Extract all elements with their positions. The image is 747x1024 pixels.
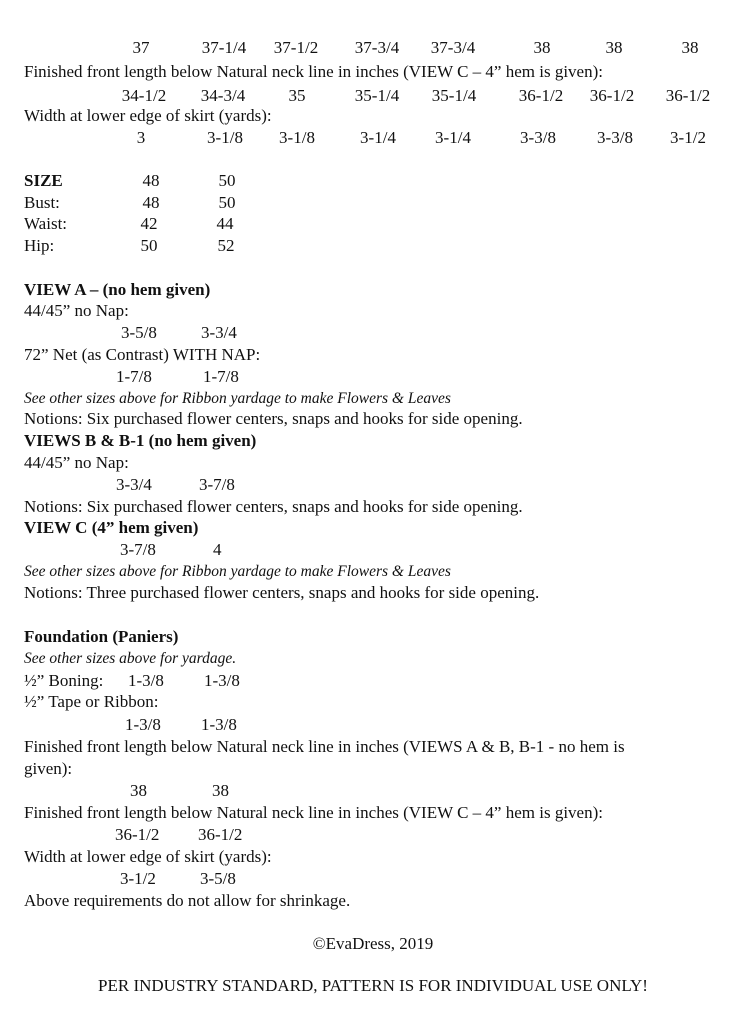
waist-label: Waist:: [24, 214, 68, 233]
fabric-label: 44/45” no Nap:: [24, 301, 129, 320]
bust-label: Bust:: [24, 193, 60, 212]
fabric-label: 72” Net (as Contrast) WITH NAP:: [24, 345, 261, 364]
value-cell: 3: [136, 128, 146, 147]
value-cell: 34-1/2: [121, 86, 167, 105]
notions-text: Notions: Six purchased flower centers, snaps and hooks for side opening.: [24, 497, 523, 516]
width-label: Width at lower edge of skirt (yards):: [24, 106, 272, 125]
value-cell: 3-3/8: [597, 128, 633, 147]
notions-text: Notions: Six purchased flower centers, snaps and hooks for side opening.: [24, 409, 523, 428]
value-cell: 37-3/4: [354, 38, 400, 57]
length-view-c-label: Finished front length below Natural neck line in inches (VIEW C – 4” hem is given):: [24, 62, 603, 81]
length-ab-label: Finished front length below Natural neck line in inches (VIEWS A & B, B-1 - no hem is: [24, 737, 625, 756]
waist-value: 42: [140, 214, 158, 233]
foundation-heading: Foundation (Paniers): [24, 627, 179, 646]
ribbon-note: See other sizes above for Ribbon yardage to make Flowers & Leaves: [24, 390, 451, 407]
fabric-value: 3-7/8: [199, 475, 235, 494]
value-cell: 35-1/4: [354, 86, 400, 105]
boning-value: 1-3/8: [128, 671, 164, 690]
tape-value: 1-3/8: [201, 715, 237, 734]
size-header: SIZE: [24, 171, 63, 190]
foundation-note: See other sizes above for yardage.: [24, 650, 237, 667]
view-a-heading: VIEW A – (no hem given): [24, 280, 211, 299]
value-cell: 35: [288, 86, 306, 105]
fabric-value: 3-5/8: [121, 323, 157, 342]
usage-notice: PER INDUSTRY STANDARD, PATTERN IS FOR INDIVIDUAL USE ONLY!: [98, 976, 648, 995]
value-cell: 37-1/2: [273, 38, 319, 57]
length-ab-value: 38: [130, 781, 147, 800]
hip-value: 52: [217, 236, 235, 255]
fabric-value: 1-7/8: [203, 367, 239, 386]
length-c-label: Finished front length below Natural neck line in inches (VIEW C – 4” hem is given):: [24, 803, 603, 822]
fabric-value: 3-7/8: [120, 540, 156, 559]
hip-value: 50: [140, 236, 158, 255]
fabric-label: 44/45” no Nap:: [24, 453, 129, 472]
size-value: 50: [218, 171, 236, 190]
value-cell: 36-1/2: [665, 86, 711, 105]
value-cell: 3-1/8: [279, 128, 315, 147]
fabric-value: 3-3/4: [116, 475, 152, 494]
value-cell: 37-3/4: [430, 38, 476, 57]
value-cell: 3-1/4: [360, 128, 396, 147]
value-cell: 3-1/2: [670, 128, 706, 147]
bust-value: 50: [218, 193, 236, 212]
value-cell: 38: [605, 38, 623, 57]
boning-label: ½” Boning:: [24, 671, 104, 690]
length-c-value: 36-1/2: [115, 825, 160, 844]
value-cell: 3-3/8: [520, 128, 556, 147]
hip-label: Hip:: [24, 236, 55, 255]
copyright: ©EvaDress, 2019: [312, 934, 434, 953]
size-value: 48: [142, 171, 160, 190]
tape-label: ½” Tape or Ribbon:: [24, 692, 159, 711]
value-cell: 3-1/4: [435, 128, 471, 147]
value-cell: 38: [681, 38, 699, 57]
fabric-value: 3-3/4: [201, 323, 237, 342]
fabric-value: 4: [213, 540, 222, 559]
value-cell: 35-1/4: [431, 86, 477, 105]
value-cell: 37: [132, 38, 150, 57]
boning-value: 1-3/8: [204, 671, 240, 690]
ribbon-note: See other sizes above for Ribbon yardage to make Flowers & Leaves: [24, 563, 451, 580]
waist-value: 44: [216, 214, 234, 233]
width-value: 3-5/8: [200, 869, 236, 888]
view-c-heading: VIEW C (4” hem given): [24, 518, 199, 537]
fabric-value: 1-7/8: [116, 367, 152, 386]
value-cell: 36-1/2: [518, 86, 564, 105]
value-cell: 36-1/2: [589, 86, 635, 105]
shrinkage-note: Above requirements do not allow for shrinkage.: [24, 891, 351, 910]
value-cell: 34-3/4: [200, 86, 246, 105]
length-ab-label-cont: given):: [24, 759, 73, 778]
value-cell: 3-1/8: [207, 128, 243, 147]
tape-value: 1-3/8: [125, 715, 161, 734]
value-cell: 38: [533, 38, 551, 57]
value-cell: 37-1/4: [201, 38, 247, 57]
length-c-value: 36-1/2: [198, 825, 243, 844]
width-label: Width at lower edge of skirt (yards):: [24, 847, 272, 866]
view-b-heading: VIEWS B & B-1 (no hem given): [24, 431, 257, 450]
notions-text: Notions: Three purchased flower centers, snaps and hooks for side opening.: [24, 583, 540, 602]
bust-value: 48: [142, 193, 160, 212]
length-ab-value: 38: [212, 781, 229, 800]
width-value: 3-1/2: [120, 869, 156, 888]
